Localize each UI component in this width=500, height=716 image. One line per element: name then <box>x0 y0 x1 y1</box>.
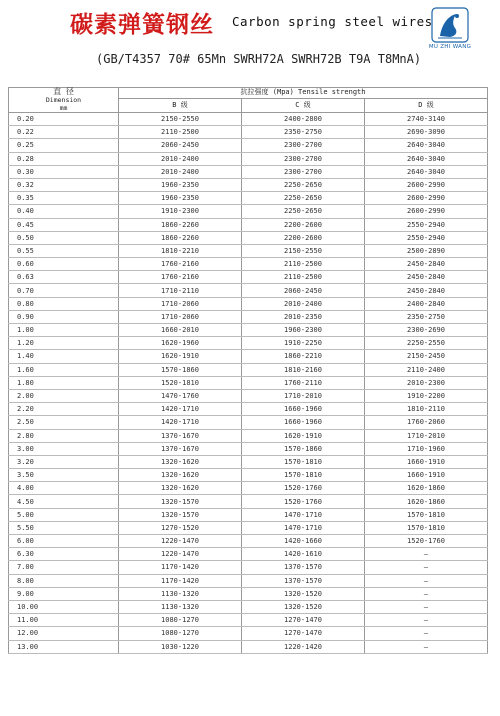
grade-b-cell: 2150-2550 <box>119 113 242 126</box>
dimension-cell: 0.50 <box>9 231 119 244</box>
grade-d-cell: 1620-1860 <box>365 495 488 508</box>
dimension-cell: 0.35 <box>9 192 119 205</box>
dimension-cell: 0.22 <box>9 126 119 139</box>
table-row <box>9 337 488 350</box>
grade-d-cell: 1620-1860 <box>365 482 488 495</box>
grade-c-cell: 2010-2350 <box>242 310 365 323</box>
dimension-cell: 13.00 <box>9 640 119 653</box>
table-row <box>9 389 488 402</box>
dimension-cell: 5.50 <box>9 521 119 534</box>
grade-b-cell: 1130-1320 <box>119 600 242 613</box>
grade-b-cell: 1170-1420 <box>119 561 242 574</box>
tensile-strength-table <box>8 87 488 654</box>
grade-b-cell: 1170-1420 <box>119 574 242 587</box>
dimension-cell: 0.63 <box>9 271 119 284</box>
grade-b-cell: 1130-1320 <box>119 587 242 600</box>
grade-c-cell: 1270-1470 <box>242 614 365 627</box>
table-row <box>9 574 488 587</box>
grade-c-cell: 2350-2750 <box>242 126 365 139</box>
grade-b-cell: 1760-2160 <box>119 258 242 271</box>
dimension-cell: 2.20 <box>9 403 119 416</box>
title-english: Carbon spring steel wires <box>232 14 433 29</box>
dimension-header <box>9 88 119 113</box>
table-row <box>9 324 488 337</box>
page-header <box>0 0 500 90</box>
grade-b-cell: 2110-2500 <box>119 126 242 139</box>
grade-d-cell: 2300-2690 <box>365 324 488 337</box>
table-row <box>9 271 488 284</box>
table-row <box>9 244 488 257</box>
brand-logo <box>422 6 478 54</box>
grade-c-cell: 1270-1470 <box>242 627 365 640</box>
dimension-header-cn: 直 径 <box>53 87 74 96</box>
table-row <box>9 350 488 363</box>
table-body <box>9 113 488 654</box>
grade-b-cell: 1220-1470 <box>119 535 242 548</box>
table-row <box>9 548 488 561</box>
dimension-header-en: Dimension <box>45 96 82 104</box>
grade-c-cell: 2150-2550 <box>242 244 365 257</box>
grade-c-cell: 1470-1710 <box>242 508 365 521</box>
grade-c-cell: 1420-1660 <box>242 535 365 548</box>
dimension-cell: 1.60 <box>9 363 119 376</box>
table-row <box>9 640 488 653</box>
table-row <box>9 535 488 548</box>
table-row <box>9 363 488 376</box>
table-row <box>9 192 488 205</box>
table-row <box>9 205 488 218</box>
grade-c-cell: 2250-2650 <box>242 205 365 218</box>
grade-d-cell: 2640-3040 <box>365 165 488 178</box>
grade-b-cell: 1860-2260 <box>119 231 242 244</box>
grade-d-cell: 1760-2060 <box>365 416 488 429</box>
grade-d-cell: 2110-2400 <box>365 363 488 376</box>
grade-d-cell: 1810-2110 <box>365 403 488 416</box>
grade-c-cell: 1420-1610 <box>242 548 365 561</box>
grade-c-cell: 2400-2800 <box>242 113 365 126</box>
table-row <box>9 231 488 244</box>
grade-b-cell: 1620-1910 <box>119 350 242 363</box>
dimension-header-unit: mm <box>59 104 68 112</box>
grade-c-cell: 1320-1520 <box>242 600 365 613</box>
table-row <box>9 297 488 310</box>
grade-c-cell: 1860-2210 <box>242 350 365 363</box>
grade-c-cell: 2300-2700 <box>242 152 365 165</box>
grade-b-cell: 2010-2400 <box>119 165 242 178</box>
grade-b-cell: 1320-1570 <box>119 508 242 521</box>
grade-b-cell: 1810-2210 <box>119 244 242 257</box>
grade-c-cell: 1660-1960 <box>242 416 365 429</box>
grade-d-cell: 2640-3040 <box>365 152 488 165</box>
logo-caption: MU ZHI WANG <box>428 44 472 50</box>
grade-d-cell: – <box>365 548 488 561</box>
grade-b-cell: 1370-1670 <box>119 429 242 442</box>
grade-b-cell: 1320-1570 <box>119 495 242 508</box>
grade-d-cell: 2690-3090 <box>365 126 488 139</box>
grade-d-cell: 2350-2750 <box>365 310 488 323</box>
dimension-cell: 0.70 <box>9 284 119 297</box>
grade-d-header: D 级 <box>365 98 488 112</box>
grade-b-cell: 1080-1270 <box>119 614 242 627</box>
grade-c-cell: 1470-1710 <box>242 521 365 534</box>
dimension-cell: 6.00 <box>9 535 119 548</box>
dimension-cell: 8.00 <box>9 574 119 587</box>
grade-d-cell: 1570-1810 <box>365 521 488 534</box>
grade-d-cell: 2010-2300 <box>365 376 488 389</box>
table-row <box>9 126 488 139</box>
grade-b-cell: 1080-1270 <box>119 627 242 640</box>
grade-b-cell: 1220-1470 <box>119 548 242 561</box>
dimension-cell: 4.00 <box>9 482 119 495</box>
grade-c-cell: 2250-2650 <box>242 178 365 191</box>
grade-d-cell: – <box>365 600 488 613</box>
grade-d-cell: 1710-2010 <box>365 429 488 442</box>
dimension-cell: 0.40 <box>9 205 119 218</box>
dimension-cell: 2.80 <box>9 429 119 442</box>
grade-b-cell: 1710-2060 <box>119 310 242 323</box>
grade-b-cell: 1860-2260 <box>119 218 242 231</box>
dimension-cell: 0.90 <box>9 310 119 323</box>
table-row <box>9 429 488 442</box>
dimension-cell: 0.80 <box>9 297 119 310</box>
grade-b-cell: 1570-1860 <box>119 363 242 376</box>
grade-c-cell: 2250-2650 <box>242 192 365 205</box>
grade-b-cell: 1520-1810 <box>119 376 242 389</box>
dimension-cell: 0.45 <box>9 218 119 231</box>
grade-d-cell: 1520-1760 <box>365 535 488 548</box>
grade-d-cell: – <box>365 627 488 640</box>
grade-d-cell: 1660-1910 <box>365 455 488 468</box>
grade-c-cell: 1520-1760 <box>242 482 365 495</box>
dimension-cell: 3.20 <box>9 455 119 468</box>
dimension-cell: 1.20 <box>9 337 119 350</box>
dimension-cell: 4.50 <box>9 495 119 508</box>
grade-c-cell: 1620-1910 <box>242 429 365 442</box>
table-row <box>9 600 488 613</box>
dimension-cell: 9.00 <box>9 587 119 600</box>
table-row <box>9 139 488 152</box>
grade-b-cell: 1960-2350 <box>119 192 242 205</box>
grade-b-cell: 1320-1620 <box>119 482 242 495</box>
grade-c-cell: 2010-2400 <box>242 297 365 310</box>
table-row <box>9 376 488 389</box>
dimension-cell: 0.25 <box>9 139 119 152</box>
grade-b-cell: 1760-2160 <box>119 271 242 284</box>
table-row <box>9 495 488 508</box>
grade-b-cell: 1420-1710 <box>119 403 242 416</box>
grade-d-cell: – <box>365 587 488 600</box>
dimension-cell: 0.55 <box>9 244 119 257</box>
dimension-cell: 10.00 <box>9 600 119 613</box>
grade-c-cell: 1320-1520 <box>242 587 365 600</box>
dimension-cell: 0.30 <box>9 165 119 178</box>
grade-c-cell: 1660-1960 <box>242 403 365 416</box>
table-row <box>9 218 488 231</box>
grade-d-cell: 1570-1810 <box>365 508 488 521</box>
grade-d-cell: – <box>365 640 488 653</box>
grade-d-cell: 1710-1960 <box>365 442 488 455</box>
grade-d-cell: 2400-2840 <box>365 297 488 310</box>
grade-c-cell: 1370-1570 <box>242 574 365 587</box>
table-row <box>9 113 488 126</box>
grade-b-cell: 1960-2350 <box>119 178 242 191</box>
grade-d-cell: 1660-1910 <box>365 469 488 482</box>
grade-d-cell: 2600-2990 <box>365 178 488 191</box>
table-row <box>9 627 488 640</box>
grade-c-cell: 2060-2450 <box>242 284 365 297</box>
grade-c-cell: 1520-1760 <box>242 495 365 508</box>
table-row <box>9 284 488 297</box>
grade-c-cell: 1570-1810 <box>242 455 365 468</box>
table-row <box>9 403 488 416</box>
dimension-cell: 7.00 <box>9 561 119 574</box>
tensile-strength-table-wrap <box>8 87 487 654</box>
table-row <box>9 482 488 495</box>
table-row <box>9 561 488 574</box>
grade-c-cell: 1960-2300 <box>242 324 365 337</box>
dimension-cell: 2.50 <box>9 416 119 429</box>
standards-subtitle: (GB/T4357 70# 65Mn SWRH72A SWRH72B T9A T8MnA) <box>96 52 422 66</box>
table-row <box>9 258 488 271</box>
grade-c-cell: 2200-2600 <box>242 231 365 244</box>
grade-b-cell: 1470-1760 <box>119 389 242 402</box>
grade-d-cell: – <box>365 561 488 574</box>
grade-b-cell: 2010-2400 <box>119 152 242 165</box>
grade-c-cell: 2200-2600 <box>242 218 365 231</box>
grade-b-cell: 1710-2110 <box>119 284 242 297</box>
dimension-cell: 1.40 <box>9 350 119 363</box>
grade-b-header: B 级 <box>119 98 242 112</box>
grade-b-cell: 1270-1520 <box>119 521 242 534</box>
dimension-cell: 1.80 <box>9 376 119 389</box>
grade-d-cell: 2450-2840 <box>365 258 488 271</box>
brand-emblem-icon <box>422 6 478 46</box>
grade-c-cell: 1570-1810 <box>242 469 365 482</box>
tensile-strength-header: 抗拉强度 (Mpa) Tensile strength <box>119 88 488 99</box>
dimension-cell: 0.20 <box>9 113 119 126</box>
dimension-cell: 3.50 <box>9 469 119 482</box>
table-row <box>9 587 488 600</box>
dimension-cell: 12.00 <box>9 627 119 640</box>
table-row <box>9 152 488 165</box>
grade-b-cell: 1620-1960 <box>119 337 242 350</box>
dimension-cell: 2.00 <box>9 389 119 402</box>
grade-b-cell: 1660-2010 <box>119 324 242 337</box>
grade-d-cell: 2150-2450 <box>365 350 488 363</box>
table-row <box>9 416 488 429</box>
grade-d-cell: 1910-2200 <box>365 389 488 402</box>
table-row <box>9 310 488 323</box>
grade-c-cell: 2110-2500 <box>242 271 365 284</box>
title-chinese: 碳素弹簧钢丝 <box>70 12 214 38</box>
table-row <box>9 442 488 455</box>
table-row <box>9 178 488 191</box>
grade-c-cell: 1710-2010 <box>242 389 365 402</box>
grade-b-cell: 1910-2300 <box>119 205 242 218</box>
grade-d-cell: 2600-2990 <box>365 205 488 218</box>
grade-d-cell: 2450-2840 <box>365 284 488 297</box>
table-row <box>9 508 488 521</box>
grade-b-cell: 1320-1620 <box>119 455 242 468</box>
grade-d-cell: 2740-3140 <box>365 113 488 126</box>
grade-c-cell: 1370-1570 <box>242 561 365 574</box>
grade-b-cell: 1420-1710 <box>119 416 242 429</box>
dimension-cell: 5.00 <box>9 508 119 521</box>
grade-b-cell: 1370-1670 <box>119 442 242 455</box>
grade-c-cell: 1910-2250 <box>242 337 365 350</box>
dimension-cell: 11.00 <box>9 614 119 627</box>
table-row <box>9 165 488 178</box>
grade-c-cell: 2110-2500 <box>242 258 365 271</box>
grade-d-cell: – <box>365 614 488 627</box>
grade-c-cell: 1760-2110 <box>242 376 365 389</box>
grade-d-cell: 2640-3040 <box>365 139 488 152</box>
dimension-cell: 0.32 <box>9 178 119 191</box>
table-row <box>9 521 488 534</box>
dimension-cell: 0.60 <box>9 258 119 271</box>
grade-b-cell: 2060-2450 <box>119 139 242 152</box>
grade-b-cell: 1710-2060 <box>119 297 242 310</box>
grade-c-cell: 1570-1860 <box>242 442 365 455</box>
grade-c-cell: 1220-1420 <box>242 640 365 653</box>
grade-c-header: C 级 <box>242 98 365 112</box>
grade-d-cell: 2450-2840 <box>365 271 488 284</box>
table-row <box>9 469 488 482</box>
grade-d-cell: – <box>365 574 488 587</box>
dimension-cell: 1.00 <box>9 324 119 337</box>
grade-c-cell: 2300-2700 <box>242 139 365 152</box>
grade-d-cell: 2550-2940 <box>365 218 488 231</box>
grade-c-cell: 1810-2160 <box>242 363 365 376</box>
grade-d-cell: 2500-2890 <box>365 244 488 257</box>
dimension-cell: 0.28 <box>9 152 119 165</box>
grade-b-cell: 1030-1220 <box>119 640 242 653</box>
table-row <box>9 614 488 627</box>
grade-c-cell: 2300-2700 <box>242 165 365 178</box>
table-row <box>9 455 488 468</box>
grade-d-cell: 2600-2990 <box>365 192 488 205</box>
dimension-cell: 3.00 <box>9 442 119 455</box>
grade-d-cell: 2250-2550 <box>365 337 488 350</box>
grade-b-cell: 1320-1620 <box>119 469 242 482</box>
grade-d-cell: 2550-2940 <box>365 231 488 244</box>
dimension-cell: 6.30 <box>9 548 119 561</box>
